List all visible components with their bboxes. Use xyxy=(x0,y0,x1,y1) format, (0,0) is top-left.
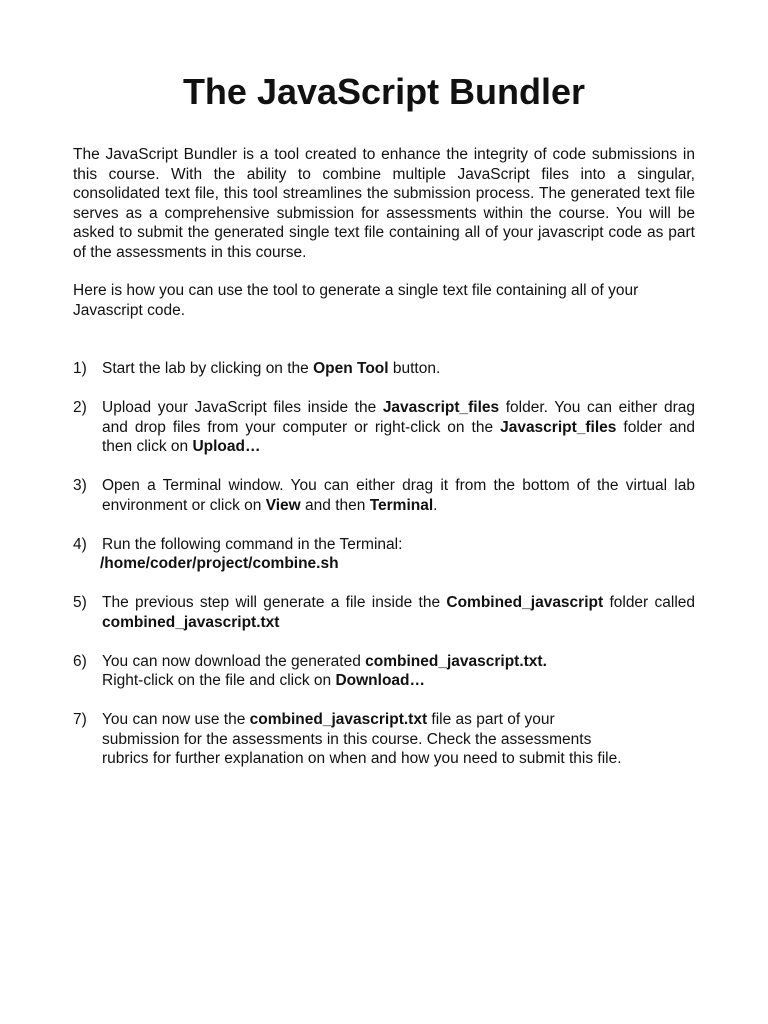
step-text: folder and then click on xyxy=(102,418,696,455)
step-text: Right-click on the file and click on xyxy=(102,672,336,689)
step-number: 1) xyxy=(73,360,87,377)
step-number: 6) xyxy=(73,652,87,670)
step-text: button. xyxy=(388,360,441,377)
step-number: 4) xyxy=(73,535,87,553)
terminal-label: Terminal xyxy=(369,496,434,514)
step-number: 2) xyxy=(73,399,87,416)
step-number: 3) xyxy=(73,477,87,494)
step-item-2 xyxy=(73,398,695,457)
step-text: folder. You can either drag and drop files from your computer or right-click on the xyxy=(102,399,695,436)
view-menu-label: View xyxy=(265,496,301,514)
step-text: file as part of your submission for the assessments in this course. Check the assessments rubrics for further explanation on when and how you need to submit this file. xyxy=(102,711,622,767)
file-name: combined_javascript.txt. xyxy=(365,652,547,670)
file-name: combined_javascript.txt xyxy=(102,613,280,631)
page-title: The JavaScript Bundler xyxy=(182,71,586,112)
step-text: Run the following command in the Terminal: xyxy=(102,535,403,553)
step-text: You can now download the generated xyxy=(102,652,366,670)
steps-list xyxy=(73,359,695,788)
folder-name: Javascript_files xyxy=(382,399,500,416)
step-item-6 xyxy=(73,652,695,691)
intro-paragraph: The JavaScript Bundler is a tool created to enhance the integrity of code submissions in this course. With the ability to combine multiple JavaScript files into a singular, consolidated text file, this tool streamlines the submission process. The generated text file serves as a comprehensive submission for assessments within the course. You will be asked to submit the generated single text file containing all of your javascript code as part of the assessments in this course. xyxy=(73,146,695,261)
folder-name: Javascript_files xyxy=(500,418,617,436)
folder-name: Combined_javascript xyxy=(446,594,604,611)
step-text: You can now use the xyxy=(102,711,250,728)
step-item-1 xyxy=(73,359,695,379)
step-item-3 xyxy=(73,476,695,515)
step-item-5 xyxy=(73,593,695,632)
upload-label: Upload… xyxy=(192,438,261,455)
step-text: folder called xyxy=(603,594,696,611)
command-path: /home/coder/project/combine.sh xyxy=(100,555,339,572)
step-number: 5) xyxy=(73,594,87,611)
step-item-7 xyxy=(73,710,632,769)
step-text: Start the lab by clicking on the xyxy=(102,360,314,377)
howto-paragraph: Here is how you can use the tool to generate a single text file containing all of your Javascript code. xyxy=(73,282,639,319)
step-text: Upload your JavaScript files inside the xyxy=(102,399,383,416)
file-name: combined_javascript.txt xyxy=(249,711,428,728)
step-text: and then xyxy=(300,496,370,514)
step-text: The previous step will generate a file inside the xyxy=(102,594,447,611)
step-number: 7) xyxy=(73,711,87,728)
step-item-4 xyxy=(73,535,695,574)
open-tool-label: Open Tool xyxy=(313,360,389,377)
download-label: Download… xyxy=(335,672,426,689)
step-text: Open a Terminal window. You can either drag it from the bottom of the virtual lab environment or click on xyxy=(102,477,695,514)
step-text: . xyxy=(433,496,438,514)
